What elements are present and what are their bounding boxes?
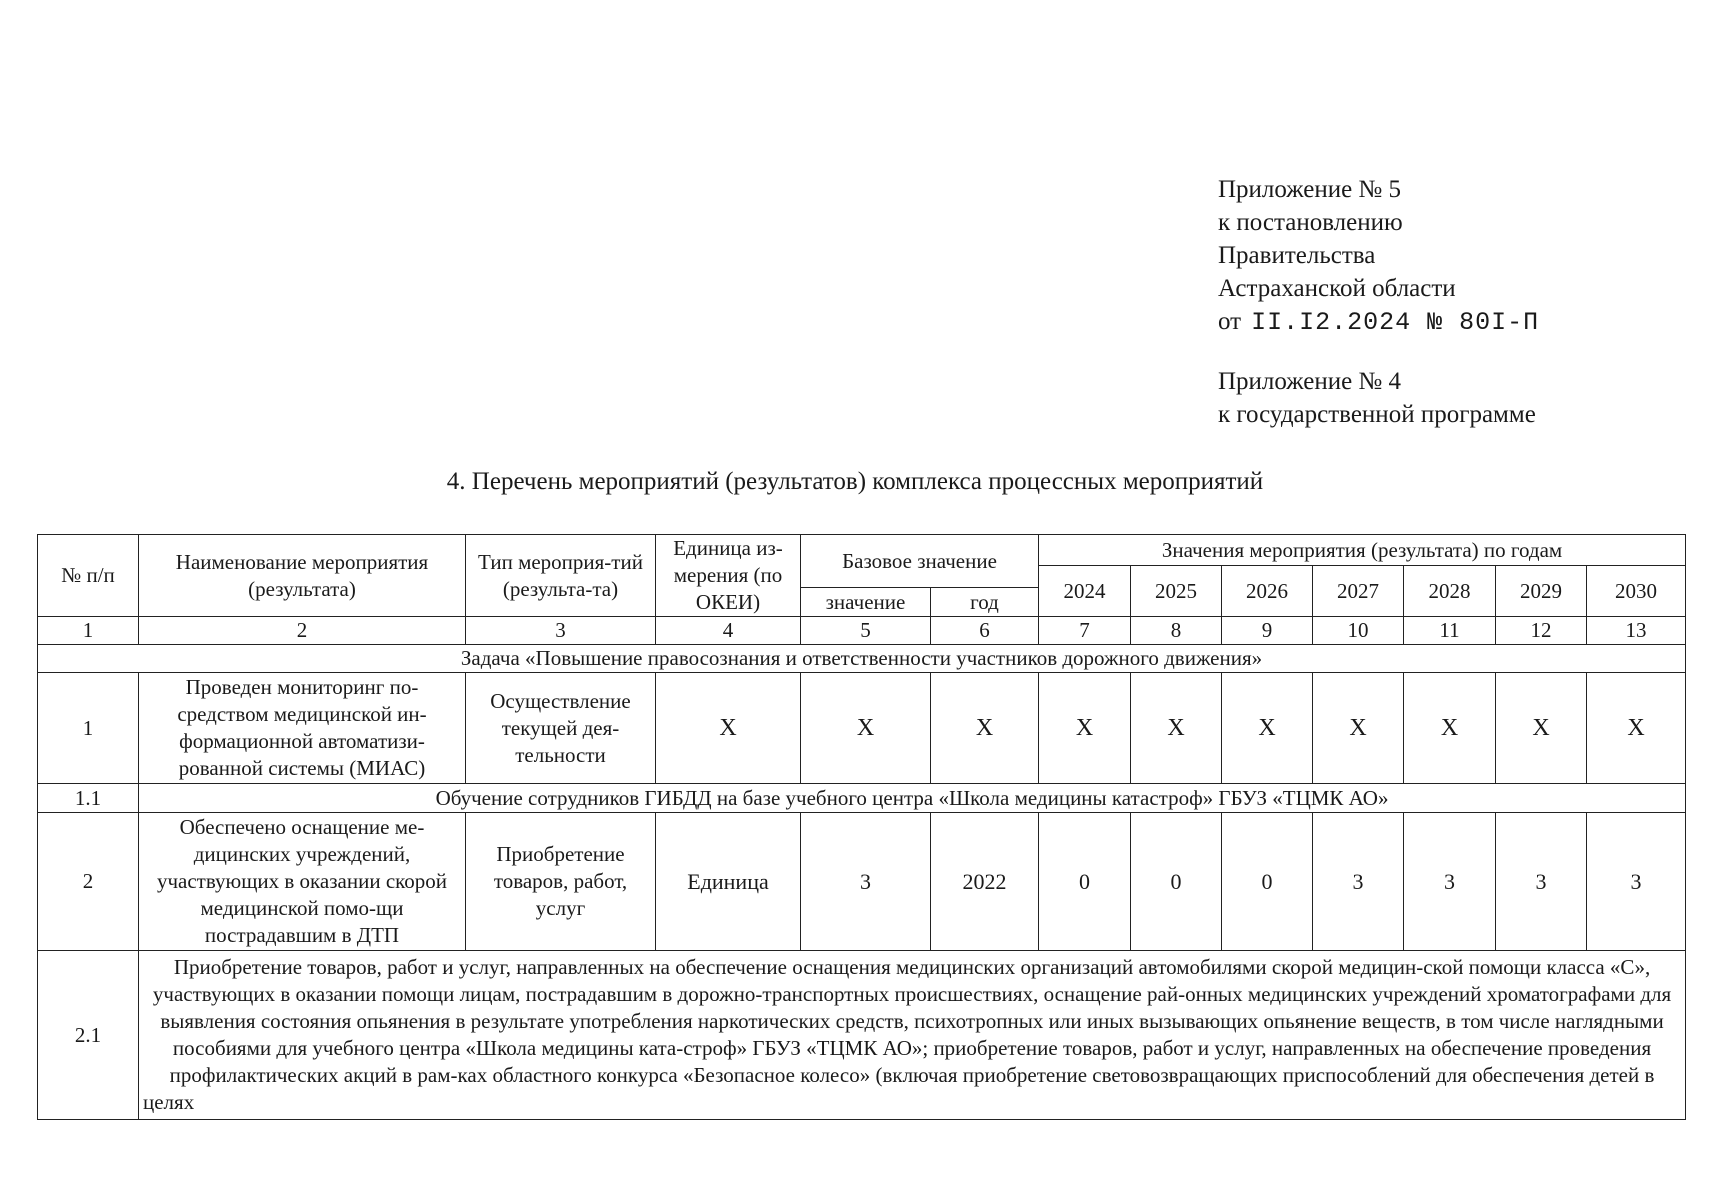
row-description: Обучение сотрудников ГИБДД на базе учебного центра «Школа медицины катастроф» ГБУЗ «ТЦМК АО» — [139, 784, 1686, 813]
row-base-value: Х — [801, 673, 931, 784]
header-years-group: Значения мероприятия (результата) по годам — [1039, 535, 1686, 566]
column-number: 1 — [38, 617, 139, 645]
appendix-line: к постановлению — [1218, 209, 1403, 236]
header-unit: Единица из-мерения (по ОКЕИ) — [656, 535, 801, 617]
header-num: № п/п — [38, 535, 139, 617]
header-year: 2027 — [1313, 566, 1404, 617]
row-num: 2 — [38, 813, 139, 951]
column-number: 7 — [1039, 617, 1131, 645]
row-year-value: Х — [1496, 673, 1587, 784]
row-year-value: Х — [1313, 673, 1404, 784]
column-number: 5 — [801, 617, 931, 645]
row-year-value: 0 — [1222, 813, 1313, 951]
appendix-line: Астраханской области — [1218, 275, 1456, 302]
column-number: 10 — [1313, 617, 1404, 645]
column-number: 6 — [931, 617, 1039, 645]
column-number: 9 — [1222, 617, 1313, 645]
header-year: 2030 — [1587, 566, 1686, 617]
row-base-year: 2022 — [931, 813, 1039, 951]
table-row — [38, 784, 1686, 813]
row-unit: Единица — [656, 813, 801, 951]
decree-date-line — [1218, 305, 1539, 339]
row-num: 2.1 — [38, 951, 139, 1120]
measures-table — [37, 534, 1686, 1120]
row-type: Приобретение товаров, работ, услуг — [466, 813, 656, 951]
row-num: 1.1 — [38, 784, 139, 813]
row-year-value: 3 — [1496, 813, 1587, 951]
row-year-value: Х — [1587, 673, 1686, 784]
header-base-value: значение — [801, 588, 931, 617]
row-year-value: 0 — [1039, 813, 1131, 951]
appendix-line: Приложение № 4 — [1218, 368, 1402, 395]
header-row — [38, 535, 1686, 566]
spacer — [1218, 339, 1539, 365]
header-year: 2024 — [1039, 566, 1131, 617]
row-year-value: Х — [1131, 673, 1222, 784]
row-year-value: 3 — [1587, 813, 1686, 951]
appendix-line: Приложение № 5 — [1218, 176, 1402, 203]
row-year-value: Х — [1039, 673, 1131, 784]
header-type: Тип мероприя-тий (результа-та) — [466, 535, 656, 617]
header-base-year: год — [931, 588, 1039, 617]
row-year-value: 3 — [1404, 813, 1496, 951]
column-number: 4 — [656, 617, 801, 645]
row-name: Обеспечено оснащение ме-дицинских учреждений, участвующих в оказании скорой медицинской помо-щи пострадавшим в ДТП — [139, 813, 466, 951]
row-description: Приобретение товаров, работ и услуг, направленных на обеспечение оснащения медицинских организаций автомобилями скорой медицин-ской помощи класса «С», участвующих в оказании помощи лицам, пострадавшим в дорожно-транспортных происшествиях, оснащение рай-онных медицинских учреждений хроматографами для выявления состояния опьянения в результате употребления наркотических средств, психотропных или иных вызывающих опьянение веществ, в том числе наглядными пособиями для учебного центра «Школа медицины ката-строф» ГБУЗ «ТЦМК АО»; приобретение товаров, работ и услуг, направленных на обеспечение проведения профилактических акций в рам-ках областного конкурса «Безопасное колесо» (включая приобретение световозвращающих приспособлений для обеспечения детей в целях — [139, 951, 1686, 1120]
header-base: Базовое значение — [801, 535, 1039, 588]
column-number: 11 — [1404, 617, 1496, 645]
table-row — [38, 673, 1686, 784]
task-title: Задача «Повышение правосознания и ответственности участников дорожного движения» — [38, 645, 1686, 673]
row-base-value: 3 — [801, 813, 931, 951]
column-number: 12 — [1496, 617, 1587, 645]
row-type: Осуществление текущей дея-тельности — [466, 673, 656, 784]
task-row — [38, 645, 1686, 673]
header-year: 2028 — [1404, 566, 1496, 617]
row-year-value: 3 — [1313, 813, 1404, 951]
column-number: 2 — [139, 617, 466, 645]
header-year: 2026 — [1222, 566, 1313, 617]
row-year-value: Х — [1404, 673, 1496, 784]
page-title — [0, 468, 1718, 496]
row-unit: Х — [656, 673, 801, 784]
column-number-row — [38, 617, 1686, 645]
table-row — [38, 951, 1686, 1120]
column-number: 8 — [1131, 617, 1222, 645]
column-number: 13 — [1587, 617, 1686, 645]
header-name: Наименование мероприятия (результата) — [139, 535, 466, 617]
header-year: 2025 — [1131, 566, 1222, 617]
appendix-line: к государственной программе — [1218, 401, 1536, 428]
column-number: 3 — [466, 617, 656, 645]
decree-date: II.I2.2024 № 80I-П — [1251, 308, 1540, 337]
appendix-block — [1218, 173, 1539, 431]
row-year-value: Х — [1222, 673, 1313, 784]
row-num: 1 — [38, 673, 139, 784]
row-base-year: Х — [931, 673, 1039, 784]
appendix-line: Правительства — [1218, 242, 1376, 269]
row-year-value: 0 — [1131, 813, 1222, 951]
row-name: Проведен мониторинг по-средством медицинской ин-формационной автоматизи-рованной системы (МИАС) — [139, 673, 466, 784]
date-prefix: от — [1218, 308, 1242, 335]
header-year: 2029 — [1496, 566, 1587, 617]
page-title-text: 4. Перечень мероприятий (результатов) комплекса процессных мероприятий — [446, 468, 1264, 495]
table-row — [38, 813, 1686, 951]
